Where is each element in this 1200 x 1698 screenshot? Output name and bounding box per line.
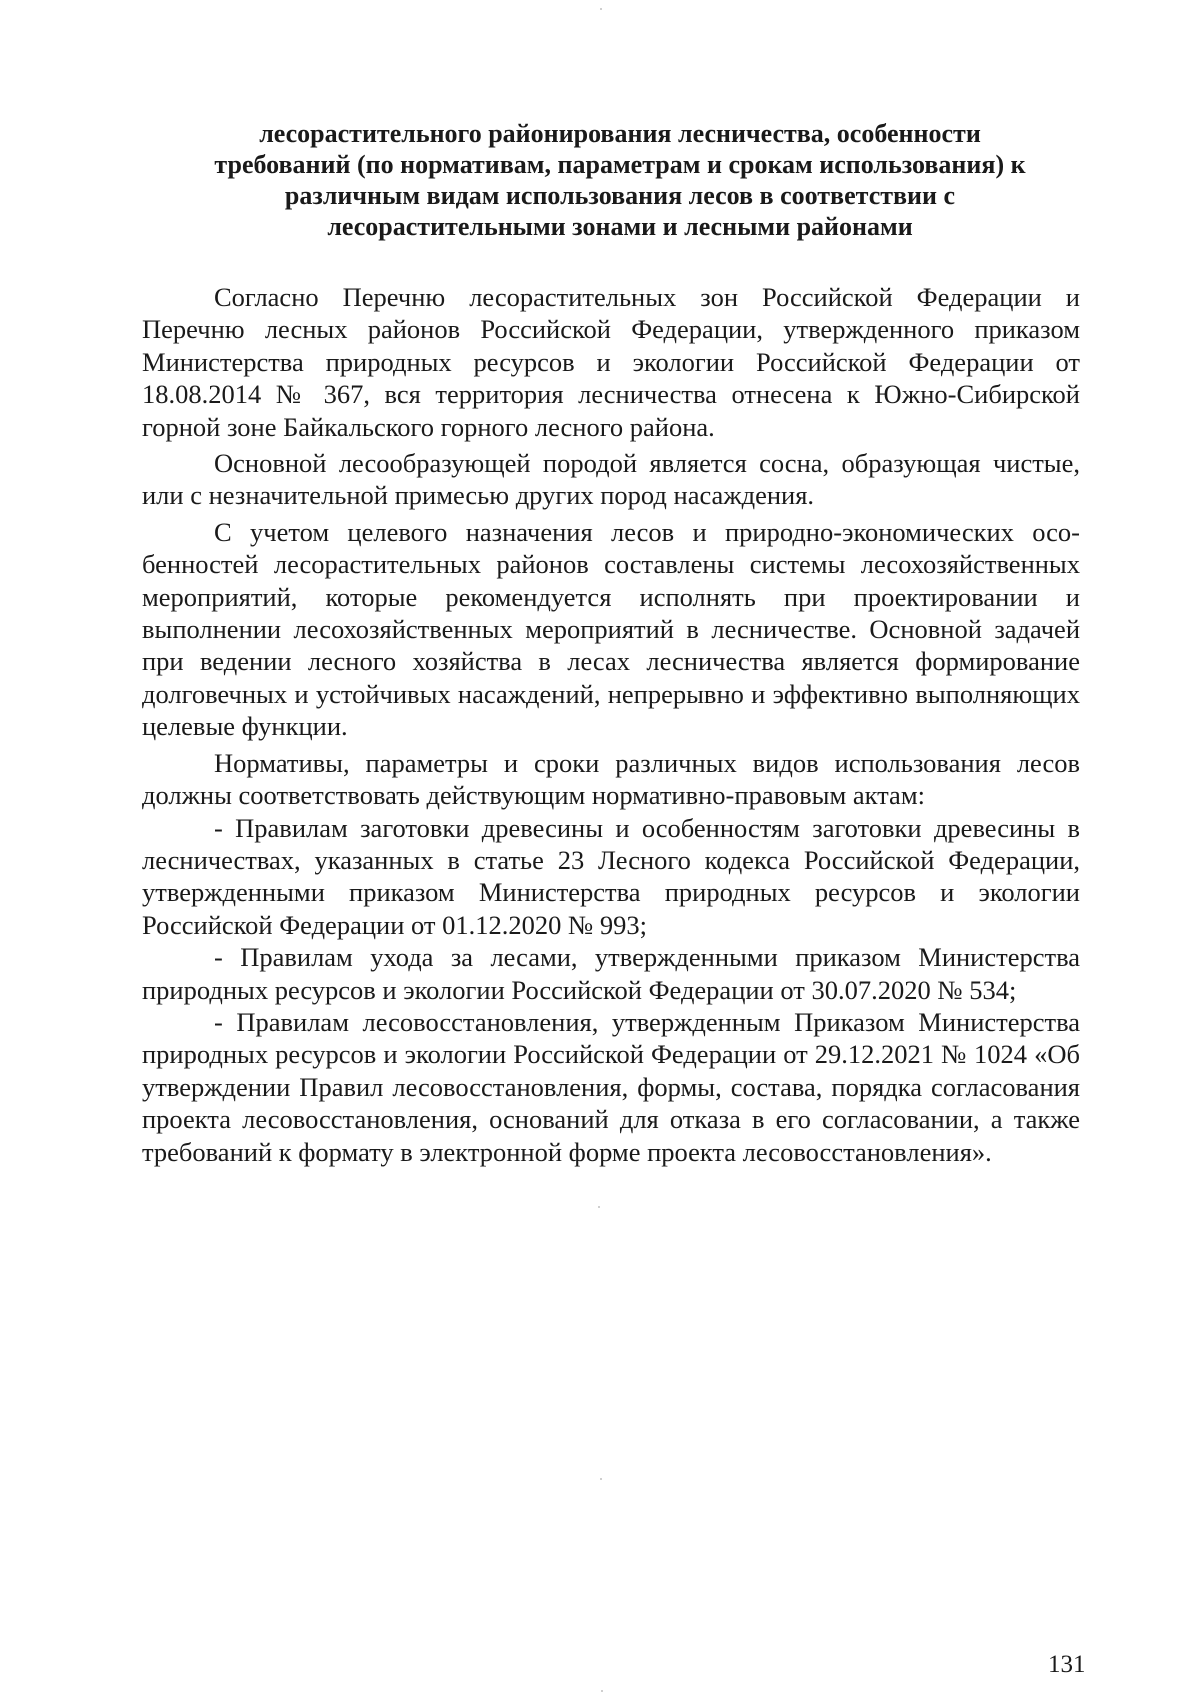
scan-speck <box>600 8 602 10</box>
section-heading <box>170 118 1070 242</box>
scan-speck <box>601 1690 603 1692</box>
list-item-reforestation-rules: - Правилам лесовосстановления, утвержденным Приказом Министерства природных ресурсов и экологии Российской Федерации от 29.12.2021 № 1024 «Об утверждении Правил лесовосстановления, формы, состава, порядка согласования проекта лесовосстановления, оснований для отказа в его согласовании, а также требований к формату в электронной форме проекта лесовосстановления». <box>142 1006 1080 1167</box>
list-item-forest-care-rules: - Правилам ухода за лесами, утвержденными приказом Министерства природных ресурсов и экологии Российской Федерации от 30.07.2020 № 534; <box>142 942 1080 1005</box>
heading-line-2: требований (по нормативам, параметрам и срокам использования) к <box>214 150 1026 179</box>
paragraph-norms-intro: Нормативы, параметры и сроки различных видов использования лесов должны соответствовать действующим нормативно-правовым актам: <box>142 747 1080 811</box>
paragraph-forest-management: С учетом целевого назначения лесов и природно-экономических особенностей лесорастительных районов составлены системы лесохозяйственных мероприятий, которые рекомендуется исполнять при проектировании и выполнении лесохозяйственных мероприятий в лесничестве. Основной задачей при ведении лесного хозяйства в лесах лесничества является формирование долговечных и устойчивых насаждений, непрерывно и эффективно выполняющих целевые функции. <box>142 516 1080 742</box>
page-number: 131 <box>1048 1651 1086 1678</box>
heading-line-4: лесорастительными зонами и лесными районами <box>327 212 913 241</box>
body-text <box>142 281 1080 1168</box>
scan-speck <box>600 1478 602 1480</box>
list-item-harvesting-rules: - Правилам заготовки древесины и особенностям заготовки древесины в лесничествах, указанных в статье 23 Лесного кодекса Российской Федерации, утвержденными приказом Министерства природных ресурсов и экологии Российской Федерации от 01.12.2020 № 993; <box>142 812 1080 940</box>
scan-speck <box>598 1206 600 1208</box>
heading-line-1: лесорастительного районирования лесничества, особенности <box>259 119 981 148</box>
paragraph-main-species: Основной лесообразующей породой является сосна, образующая чистые, или с незначительной примесью других пород насаждения. <box>142 448 1080 511</box>
heading-line-3: различным видам использования лесов в соответствии с <box>284 181 956 210</box>
paragraph-zoning: Согласно Перечню лесорастительных зон Российской Федерации и Перечню лесных районов Российской Федерации, утвержденного приказом Министерства природных ресурсов и экологии Российской Федерации от 18.08.2014 № 367, вся территория лесничества отнесена к Южно-Сибирской горной зоне Байкальского горного лесного района. <box>142 282 1080 442</box>
